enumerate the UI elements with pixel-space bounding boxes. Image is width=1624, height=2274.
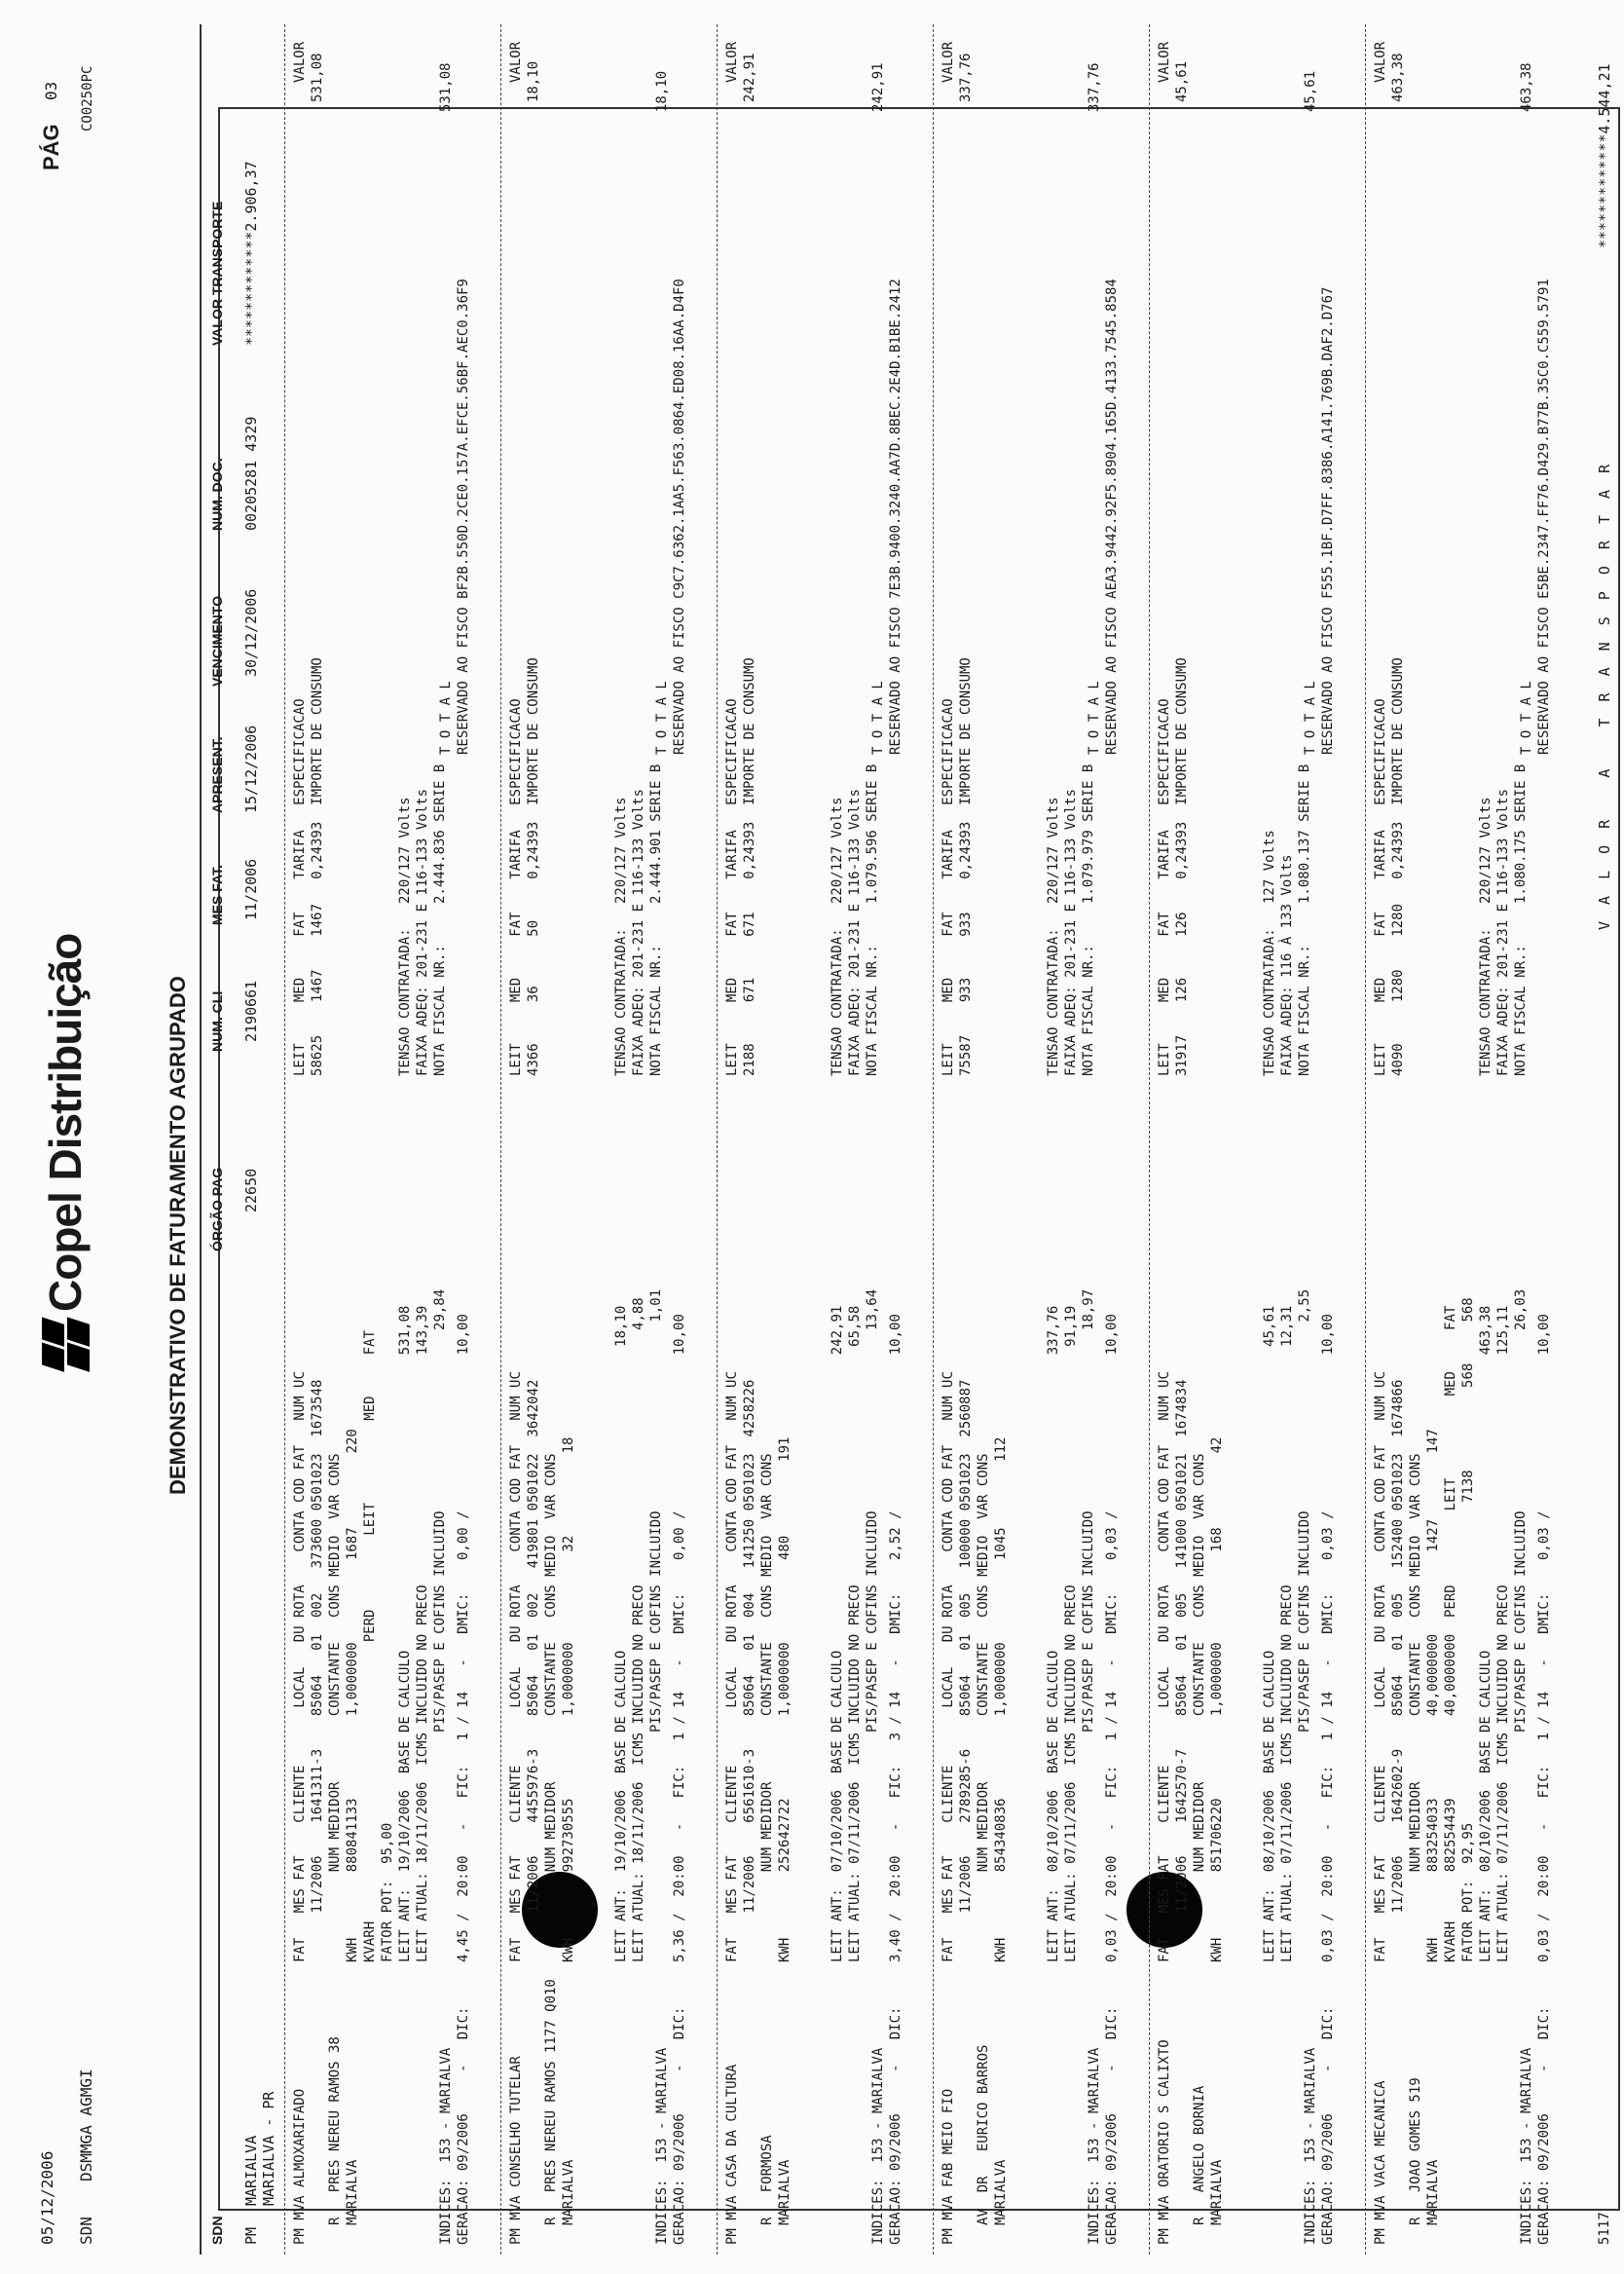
record-a5: GERACAO: 09/2006 - DIC: <box>672 2006 687 2245</box>
record-c1: LEIT MED FAT TARIFA ESPECIFICACAO <box>292 698 308 1076</box>
record-b2: 11/2006 2789285-6 85064 01 005 100000 0501023 2560887 <box>958 1379 974 1962</box>
company-name: Copel Distribuição <box>40 933 91 1312</box>
record-t3: 463,38 <box>1519 62 1534 112</box>
col-apresent: APRESENT. <box>209 736 225 813</box>
record-a1: PM MVA FAB MEIO FIO <box>941 2088 956 2245</box>
record-c2: 58625 1467 1467 0,24393 IMPORTE DE CONSUMO <box>310 657 325 1076</box>
record-b7: LEIT ANT: 19/10/2006 BASE DE CALCULO 531,08 <box>397 1305 413 1962</box>
record-b3: NUM MEDIDOR CONSTANTE CONS MEDIO VAR CONS <box>1408 1453 1423 1962</box>
record-c7: 531,08 <box>310 53 325 102</box>
record-c2: 4366 36 50 0,24393 IMPORTE DE CONSUMO <box>526 657 541 1076</box>
col-vencimento: VENCIMENTO <box>209 595 225 687</box>
record-b1: FAT MES FAT CLIENTE LOCAL DU ROTA CONTA COD FAT NUM UC <box>1157 1371 1172 1962</box>
record-b10: 0,03 / 20:00 - FIC: 1 / 14 - DMIC: 0,03 / 10,00 <box>1104 1314 1120 1962</box>
record-c3: TENSAO CONTRATADA: 220/127 Volts <box>1046 797 1061 1076</box>
record-c7: 18,10 <box>526 60 541 102</box>
record-c2: 31917 126 126 0,24393 IMPORTE DE CONSUMO <box>1174 657 1190 1076</box>
record-a2: R PRES NEREU RAMOS 38 <box>327 2036 343 2225</box>
record-c4: FAIXA ADEQ: 201-231 E 116-133 Volts <box>1063 788 1079 1076</box>
record-b3: NUM MEDIDOR CONSTANTE CONS MEDIO VAR CONS <box>327 1453 343 1962</box>
record-b6: FATOR POT: 92,95 7138 568 568 <box>1460 1297 1476 1962</box>
record-c7: 463,38 <box>1390 53 1406 102</box>
record-b9: PIS/PASEP E COFINS INCLUIDO 1,01 <box>648 1288 664 1962</box>
record-b3: NUM MEDIDOR CONSTANTE CONS MEDIO VAR CONS <box>976 1453 991 1962</box>
record-a4: INDICES: 153 - MARIALVA <box>654 2047 670 2245</box>
record-c2: 4090 1280 1280 0,24393 IMPORTE DE CONSUMO <box>1390 657 1406 1076</box>
record-b3: NUM MEDIDOR CONSTANTE CONS MEDIO VAR CONS <box>759 1453 775 1962</box>
record-b10: 0,03 / 20:00 - FIC: 1 / 14 - DMIC: 0,03 / 10,00 <box>1320 1314 1336 1962</box>
record-a4: INDICES: 153 - MARIALVA <box>438 2047 454 2245</box>
record-b10: 0,03 / 20:00 - FIC: 1 / 14 - DMIC: 0,03 / 10,00 <box>1536 1314 1552 1962</box>
record-c6: VALOR <box>1157 41 1172 83</box>
record-t1: T O T A L <box>1087 681 1102 755</box>
record-b4: KWH 992730555 1,0000000 32 18 <box>561 1436 576 1962</box>
record-a1: PM MVA VACA MECANICA <box>1373 2080 1388 2245</box>
sdn-label: SDN <box>77 2217 95 2245</box>
record-c6: VALOR <box>724 41 740 83</box>
record-b7: LEIT ANT: 08/10/2006 BASE DE CALCULO 45,61 <box>1262 1305 1277 1962</box>
hdr-num-doc: 00205281 4329 <box>242 416 260 531</box>
hdr-pm: PM <box>242 2226 260 2245</box>
record-a1: PM MVA ALMOXARIFADO <box>292 2088 308 2245</box>
side-code: 5117 <box>1597 2212 1612 2245</box>
record-b1: FAT MES FAT CLIENTE LOCAL DU ROTA CONTA COD FAT NUM UC <box>1373 1371 1388 1962</box>
record-b8: LEIT ATUAL: 18/11/2006 ICMS INCLUIDO NO PRECO 143,39 <box>415 1305 430 1962</box>
record-t3: 45,61 <box>1303 70 1318 112</box>
record-t1: T O T A L <box>870 681 886 755</box>
record-a5: GERACAO: 09/2006 - DIC: <box>1320 2006 1336 2245</box>
record-b9: PIS/PASEP E COFINS INCLUIDO 29,84 <box>432 1288 448 1962</box>
record-b3: NUM MEDIDOR CONSTANTE CONS MEDIO VAR CONS <box>543 1453 559 1962</box>
record-b4: KWH 883254033 40,0000000 1427 147 <box>1425 1429 1441 1962</box>
record-t3: 337,76 <box>1087 62 1102 112</box>
footer-label: V A L O R A T R A N S P O R T A R <box>1596 460 1613 930</box>
record-a5: GERACAO: 09/2006 - DIC: <box>1536 2006 1552 2245</box>
record-a2: R FORMOSA <box>759 2135 775 2225</box>
record-c5: NOTA FISCAL NR.: 1.080.175 SERIE B <box>1513 764 1529 1076</box>
record-b2: 11/2006 4455976-3 85064 01 002 419801 0501022 3642042 <box>526 1379 541 1962</box>
company-logo <box>39 934 92 1368</box>
record-c6: VALOR <box>941 41 956 83</box>
copel-logo-icon <box>42 1322 89 1368</box>
col-sdn: SDN <box>209 2216 225 2245</box>
hdr-city: MARIALVA <box>242 2135 260 2206</box>
record-b4: KWH 252642722 1,0000000 480 191 <box>777 1436 793 1962</box>
record-a4: INDICES: 153 - MARIALVA <box>1087 2047 1102 2245</box>
record-b5: KVARH PERD LEIT MED FAT <box>362 1329 378 1962</box>
record-t3: 18,10 <box>654 70 670 112</box>
record-b2: 11/2006 1641311-3 85064 01 002 373600 0501023 1673548 <box>310 1379 325 1962</box>
footer-value: *************4.544,21 <box>1596 63 1613 248</box>
record-b5: KVARH 882554439 40,0000000 PERD LEIT MED FAT <box>1443 1305 1458 1962</box>
record-b4: KWH 851706220 1,0000000 168 42 <box>1209 1436 1225 1962</box>
record-c7: 242,91 <box>742 53 757 102</box>
record-b8: LEIT ATUAL: 07/11/2006 ICMS INCLUIDO NO PRECO 12,31 <box>1279 1305 1295 1962</box>
record-c3: TENSAO CONTRATADA: 220/127 Volts <box>1478 797 1494 1076</box>
record-b3: NUM MEDIDOR CONSTANTE CONS MEDIO VAR CONS <box>1192 1453 1207 1962</box>
record-a2: R ANGELO BORNIA <box>1192 2085 1207 2225</box>
record-a2: R JOAO GOMES 519 <box>1408 2077 1423 2225</box>
print-date: 05/12/2006 <box>38 2150 56 2245</box>
record-c6: VALOR <box>292 41 308 83</box>
record-a2: AV DR EURICO BARROS <box>976 2044 991 2225</box>
record-c5: NOTA FISCAL NR.: 1.079.596 SERIE B <box>865 764 880 1076</box>
record-separator <box>1149 24 1150 2255</box>
record-t2: RESERVADO AO FISCO BF2B.550D.2CE0.157A.EFCE.56BF.AEC0.36F9 <box>456 279 471 755</box>
record-b9: PIS/PASEP E COFINS INCLUIDO 13,64 <box>865 1288 880 1962</box>
record-b2: 11/2006 1642602-9 85064 01 005 152400 0501023 1674866 <box>1390 1379 1406 1962</box>
record-c1: LEIT MED FAT TARIFA ESPECIFICACAO <box>508 698 524 1076</box>
col-mes-fat: MES FAT. <box>209 865 225 925</box>
record-t1: T O T A L <box>1519 681 1534 755</box>
record-c4: FAIXA ADEQ: 201-231 E 116-133 Volts <box>415 788 430 1076</box>
record-b1: FAT MES FAT CLIENTE LOCAL DU ROTA CONTA COD FAT NUM UC <box>941 1371 956 1962</box>
hdr-mes-fat: 11/2006 <box>242 858 260 920</box>
record-separator <box>284 24 285 2255</box>
header-rule <box>200 24 202 2255</box>
col-num-cli: NUM. CLI <box>209 990 225 1052</box>
record-t1: T O T A L <box>438 681 454 755</box>
record-c1: LEIT MED FAT TARIFA ESPECIFICACAO <box>724 698 740 1076</box>
record-t3: 531,08 <box>438 62 454 112</box>
record-t2: RESERVADO AO FISCO C9C7.6362.1AA5.F563.0864.ED08.16AA.D4F0 <box>672 279 687 755</box>
col-valor-transporte: VALOR TRANSPORTE <box>209 201 225 346</box>
record-c4: FAIXA ADEQ: 116 À 133 Volts <box>1279 854 1295 1076</box>
record-t1: T O T A L <box>654 681 670 755</box>
record-separator <box>717 24 718 2255</box>
record-c4: FAIXA ADEQ: 201-231 E 116-133 Volts <box>1495 788 1511 1076</box>
record-a3: MARIALVA <box>777 2159 793 2225</box>
record-b4: KWH 854340836 1,0000000 1045 112 <box>993 1436 1009 1962</box>
record-c3: TENSAO CONTRATADA: 127 Volts <box>1262 830 1277 1076</box>
hdr-city-state: MARIALVA - PR <box>260 2091 277 2206</box>
record-c2: 75587 933 933 0,24393 IMPORTE DE CONSUMO <box>958 657 974 1076</box>
record-b9: PIS/PASEP E COFINS INCLUIDO 26,03 <box>1513 1288 1529 1962</box>
record-a3: MARIALVA <box>345 2159 360 2225</box>
record-b7: LEIT ANT: 08/10/2006 BASE DE CALCULO 463,38 <box>1478 1305 1494 1962</box>
col-num-doc: NUM. DOC. <box>209 458 225 531</box>
page-number: 03 <box>42 81 60 100</box>
hdr-apresent: 15/12/2006 <box>242 725 260 813</box>
record-c7: 45,61 <box>1174 60 1190 102</box>
record-b2: 11/2006 6561610-3 85064 01 004 141250 0501023 4258226 <box>742 1379 757 1962</box>
record-a3: MARIALVA <box>1209 2159 1225 2225</box>
record-b7: LEIT ANT: 19/10/2006 BASE DE CALCULO 18,10 <box>613 1305 629 1962</box>
report-title: DEMONSTRATIVO DE FATURAMENTO AGRUPADO <box>166 976 190 1495</box>
record-b4: KWH 880841133 1,0000000 1687 220 <box>345 1429 360 1962</box>
record-c4: FAIXA ADEQ: 201-231 E 116-133 Volts <box>847 788 863 1076</box>
record-t2: RESERVADO AO FISCO F555.1BF.D7FF.8386.A141.769B.DAF2.D767 <box>1320 286 1336 755</box>
record-b10: 4,45 / 20:00 - FIC: 1 / 14 - DMIC: 0,00 / 10,00 <box>456 1314 471 1962</box>
record-c6: VALOR <box>508 41 524 83</box>
record-a1: PM MVA ORATORIO S CALIXTO <box>1157 2039 1172 2245</box>
hdr-valor-transporte: *************2.906,37 <box>242 161 260 346</box>
record-c4: FAIXA ADEQ: 201-231 E 116-133 Volts <box>631 788 646 1076</box>
record-a4: INDICES: 153 - MARIALVA <box>1519 2047 1534 2245</box>
record-separator <box>1365 24 1366 2255</box>
record-c5: NOTA FISCAL NR.: 1.080.137 SERIE B <box>1297 764 1312 1076</box>
record-b2: 11/2006 1642570-7 85064 01 005 141000 0501021 1674834 <box>1174 1379 1190 1962</box>
record-a3: MARIALVA <box>993 2159 1009 2225</box>
record-a5: GERACAO: 09/2006 - DIC: <box>456 2006 471 2245</box>
record-b7: LEIT ANT: 07/10/2006 BASE DE CALCULO 242,91 <box>830 1305 845 1962</box>
record-a5: GERACAO: 09/2006 - DIC: <box>888 2006 904 2245</box>
record-c3: TENSAO CONTRATADA: 220/127 Volts <box>613 797 629 1076</box>
record-c1: LEIT MED FAT TARIFA ESPECIFICACAO <box>1157 698 1172 1076</box>
record-c5: NOTA FISCAL NR.: 1.079.979 SERIE B <box>1081 764 1096 1076</box>
record-b8: LEIT ATUAL: 07/11/2006 ICMS INCLUIDO NO PRECO 65,58 <box>847 1305 863 1962</box>
sdn-values: DSMMGA AGMGI <box>77 2069 95 2181</box>
record-a4: INDICES: 153 - MARIALVA <box>870 2047 886 2245</box>
record-t3: 242,91 <box>870 62 886 112</box>
record-a4: INDICES: 153 - MARIALVA <box>1303 2047 1318 2245</box>
record-b1: FAT MES FAT CLIENTE LOCAL DU ROTA CONTA COD FAT NUM UC <box>292 1371 308 1962</box>
record-a1: PM MVA CASA DA CULTURA <box>724 2064 740 2245</box>
record-b8: LEIT ATUAL: 07/11/2006 ICMS INCLUIDO NO PRECO 91,19 <box>1063 1305 1079 1962</box>
record-a3: MARIALVA <box>1425 2159 1441 2225</box>
record-t1: T O T A L <box>1303 681 1318 755</box>
record-b10: 3,40 / 20:00 - FIC: 3 / 14 - DMIC: 2,52 / 10,00 <box>888 1314 904 1962</box>
record-c2: 2188 671 671 0,24393 IMPORTE DE CONSUMO <box>742 657 757 1076</box>
record-b8: LEIT ATUAL: 07/11/2006 ICMS INCLUIDO NO PRECO 125,11 <box>1495 1305 1511 1962</box>
hdr-num-cli: 2190661 <box>242 980 260 1042</box>
record-a2: R PRES NEREU RAMOS 1177 Q010 <box>543 1979 559 2225</box>
page-label: PÁG <box>39 124 63 170</box>
record-b9: PIS/PASEP E COFINS INCLUIDO 2,55 <box>1297 1288 1312 1962</box>
record-a5: GERACAO: 09/2006 - DIC: <box>1104 2006 1120 2245</box>
record-b9: PIS/PASEP E COFINS INCLUIDO 18,97 <box>1081 1288 1096 1962</box>
hdr-vencimento: 30/12/2006 <box>242 588 260 677</box>
record-b8: LEIT ATUAL: 18/11/2006 ICMS INCLUIDO NO PRECO 4,88 <box>631 1297 646 1962</box>
hdr-orgao: 22650 <box>242 1168 260 1212</box>
record-c5: NOTA FISCAL NR.: 2.444.901 SERIE B <box>648 764 664 1076</box>
record-separator <box>500 24 501 2255</box>
record-b1: FAT MES FAT CLIENTE LOCAL DU ROTA CONTA COD FAT NUM UC <box>724 1371 740 1962</box>
record-t2: RESERVADO AO FISCO AEA3.9442.92F5.8904.165D.4133.7545.8584 <box>1104 279 1120 755</box>
record-c3: TENSAO CONTRATADA: 220/127 Volts <box>397 797 413 1076</box>
record-b10: 5,36 / 20:00 - FIC: 1 / 14 - DMIC: 0,00 / 10,00 <box>672 1314 687 1962</box>
record-c5: NOTA FISCAL NR.: 2.444.836 SERIE B <box>432 764 448 1076</box>
record-b6: FATOR POT: 95,00 <box>380 1822 395 1962</box>
record-b1: FAT MES FAT CLIENTE LOCAL DU ROTA CONTA COD FAT NUM UC <box>508 1371 524 1962</box>
record-b7: LEIT ANT: 08/10/2006 BASE DE CALCULO 337,76 <box>1046 1305 1061 1962</box>
record-c1: LEIT MED FAT TARIFA ESPECIFICACAO <box>1373 698 1388 1076</box>
record-a1: PM MVA CONSELHO TUTELAR <box>508 2056 524 2245</box>
record-a3: MARIALVA <box>561 2159 576 2225</box>
record-c3: TENSAO CONTRATADA: 220/127 Volts <box>830 797 845 1076</box>
record-c1: LEIT MED FAT TARIFA ESPECIFICACAO <box>941 698 956 1076</box>
record-c7: 337,76 <box>958 53 974 102</box>
col-orgao-pag: ÓRGÃO PAG <box>209 1167 225 1251</box>
record-t2: RESERVADO AO FISCO E5BE.2347.FF76.D429.B77B.35C0.C559.5791 <box>1536 279 1552 755</box>
record-c6: VALOR <box>1373 41 1388 83</box>
record-separator <box>933 24 934 2255</box>
report-code: CO0250PC <box>80 65 95 131</box>
record-t2: RESERVADO AO FISCO 7E3B.9400.3240.AA7D.8BEC.2E4D.B1BE.2412 <box>888 279 904 755</box>
